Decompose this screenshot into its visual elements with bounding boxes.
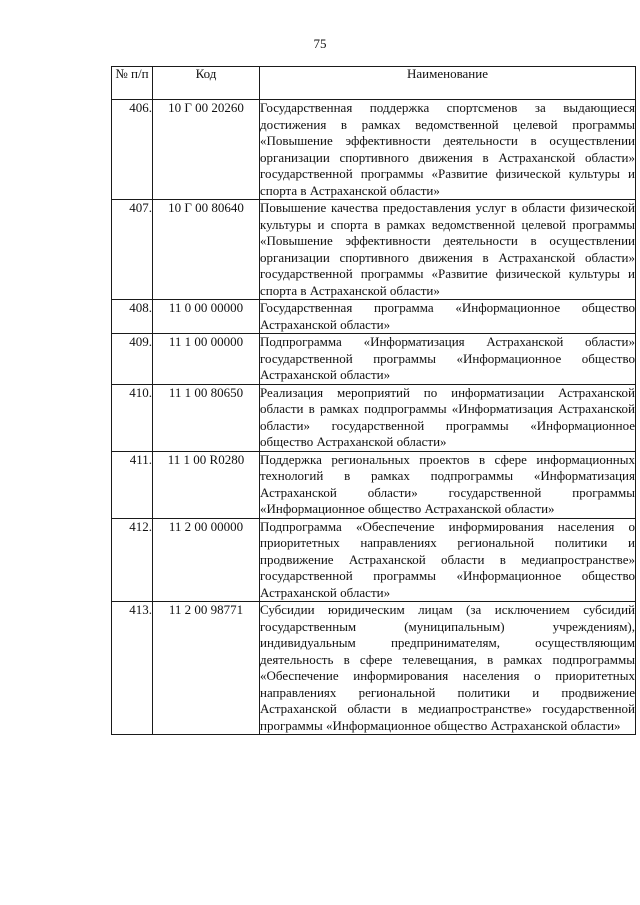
row-number: 406.: [112, 100, 153, 200]
row-code: 11 1 00 80650: [153, 384, 260, 451]
row-code: 10 Г 00 80640: [153, 200, 260, 300]
row-name: Субсидии юридическим лицам (за исключением субсидий государственным (муниципальным) учреждениям), индивидуальным предпринимателям, осуществляющим деятельность в сфере телевещания, в рамках подпрограммы «Обеспечение информирования населения о приоритетных направлениях региональной политики и продвижение Астраханской области в медиапространстве» государственной программы «Информационное общество Астраханской области»: [260, 602, 635, 733]
table-row: [112, 451, 636, 518]
table-row: [112, 300, 636, 334]
table-row: [112, 334, 636, 385]
table-row: [112, 602, 636, 735]
budget-classification-table: [111, 66, 636, 735]
row-name: Повышение качества предоставления услуг в области физической культуры и спорта в рамках ведомственной целевой программы «Повышение эффективности деятельности в осуществлении организации спортивного движения в Астраханской области» государственной программы «Развитие физической культуры и спорта в Астраханской области»: [260, 200, 635, 298]
row-number: 410.: [112, 384, 153, 451]
row-code: 11 1 00 R0280: [153, 451, 260, 518]
row-name: Подпрограмма «Обеспечение информирования населения о приоритетных направлениях региональной политики и продвижение Астраханской области в медиапространстве» государственной программы «Информационное общество Астраханской области»: [260, 518, 635, 600]
header-num: № п/п: [112, 67, 153, 100]
row-name: Реализация мероприятий по информатизации Астраханской области в рамках подпрограммы «Информатизация Астраханской области» государственной программы «Информационное общество Астраханской области»: [260, 384, 635, 449]
row-code: 11 2 00 98771: [153, 602, 260, 735]
row-code: 11 0 00 00000: [153, 300, 260, 334]
row-number: 409.: [112, 334, 153, 385]
table-header-row: [112, 67, 636, 100]
row-code: 11 1 00 00000: [153, 334, 260, 385]
row-name: Государственная поддержка спортсменов за выдающиеся достижения в рамках ведомственной целевой программы «Повышение эффективности деятельности в осуществлении организации спортивного движения в Астраханской области» государственной программы «Развитие физической культуры и спорта в Астраханской области»: [260, 100, 635, 198]
row-number: 411.: [112, 451, 153, 518]
table-row: [112, 384, 636, 451]
row-code: 10 Г 00 20260: [153, 100, 260, 200]
row-code: 11 2 00 00000: [153, 518, 260, 602]
row-name: Подпрограмма «Информатизация Астраханской области» государственной программы «Информационное общество Астраханской области»: [260, 334, 635, 382]
table-row: [112, 200, 636, 300]
table-row: [112, 518, 636, 602]
row-number: 413.: [112, 602, 153, 735]
row-number: 408.: [112, 300, 153, 334]
row-name: Государственная программа «Информационное общество Астраханской области»: [260, 300, 635, 332]
row-name: Поддержка региональных проектов в сфере информационных технологий в рамках подпрограммы «Информатизация Астраханской области» государственной программы «Информационное общество Астраханской области»: [260, 451, 635, 516]
row-number: 407.: [112, 200, 153, 300]
header-name: Наименование: [260, 67, 636, 100]
header-code: Код: [153, 67, 260, 100]
table-row: [112, 100, 636, 200]
page-number: 75: [313, 36, 327, 51]
row-number: 412.: [112, 518, 153, 602]
